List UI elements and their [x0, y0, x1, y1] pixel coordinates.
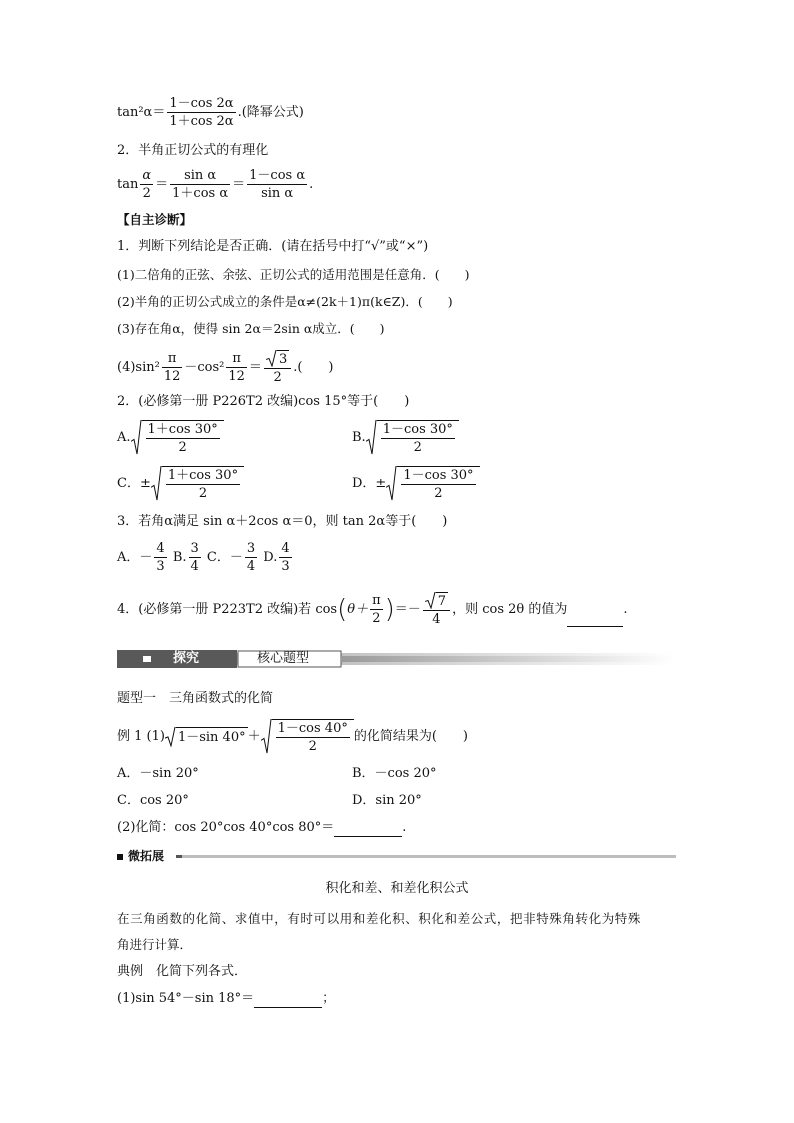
question-3-options — [117, 541, 294, 574]
radicand: 1－sin 40° — [176, 727, 248, 747]
sqrt-sign-icon — [261, 719, 354, 754]
typical-example-part-1: (1)sin 54°－sin 18°＝ ； — [117, 991, 336, 1006]
question-3-option-c[interactable] — [206, 541, 259, 574]
sqrt-sign-icon — [366, 420, 459, 455]
option-label: D. — [263, 550, 278, 565]
fraction — [247, 168, 307, 201]
fraction-denominator: 3 — [156, 559, 165, 574]
fraction — [166, 468, 240, 501]
question-4: 4．(必修第一册 P223T2 改编)若 cos(θ＋ $\frac{\pi}{2}$ )＝－ $\frac{7}{4}$ ，则 cos 2θ 的值为 . — [117, 593, 628, 627]
fraction — [154, 541, 166, 574]
fraction-numerator: 1－cos 40° — [277, 721, 348, 736]
option-label: C．± — [117, 476, 151, 491]
fraction-denominator: 3 — [281, 559, 290, 574]
example-1-part-2: (2)化简：cos 20°cos 40°cos 80°＝ . — [117, 820, 407, 835]
plus-sign: ＋ — [247, 729, 261, 744]
fraction-pi-12 — [226, 351, 247, 384]
fraction-numerator: 1－cos α — [249, 168, 306, 183]
fraction-denominator: 4 — [190, 559, 199, 574]
question-3-stem: 3．若角α满足 sin α＋2cos α＝0，则 tan 2α等于( ) — [117, 514, 448, 529]
option-label: D．± — [352, 476, 387, 491]
sqrt-sign-icon — [165, 727, 248, 747]
fraction-denominator: 2 — [198, 486, 208, 501]
text: (4)sin² — [117, 360, 160, 375]
fraction-denominator: 2 — [178, 440, 187, 455]
text: θ＋ — [347, 602, 369, 617]
question-1-item-1: (1)二倍角的正弦、余弦、正切公式的适用范围是任意角．( ) — [117, 267, 470, 282]
fraction-numerator: 4 — [281, 541, 290, 556]
radicand: 3 — [278, 352, 288, 367]
question-3-option-a[interactable] — [117, 541, 169, 574]
fraction-denominator: 4 — [432, 612, 441, 627]
question-2-option-b[interactable] — [352, 420, 459, 455]
fraction-denominator: 2 — [413, 440, 422, 455]
fraction-pi-2 — [370, 593, 383, 626]
option-label: A．－ — [117, 550, 153, 565]
fraction-numerator: sin α — [170, 168, 230, 185]
example-1-option-d[interactable]: D．sin 20° — [352, 793, 422, 808]
explore-label: 探究 — [173, 651, 200, 666]
fraction-sqrt3-2 — [264, 350, 291, 385]
option-label: B. — [352, 430, 366, 445]
fraction — [401, 468, 475, 501]
fraction-denominator: 1＋cos 2α — [169, 114, 234, 129]
option-label: B. — [172, 550, 187, 565]
answer-blank[interactable] — [334, 836, 402, 837]
fraction-denominator: 2 — [308, 739, 317, 754]
question-1-stem: 1．判断下列结论是否正确．(请在括号中打“√”或“×”) — [117, 239, 429, 254]
micro-extension-text-1: 在三角函数的化简、求值中，有时可以用和差化积、积化和差公式，把非特殊角转化为特殊 — [117, 911, 642, 926]
text: (1)sin 54°－sin 18°＝ — [117, 991, 255, 1006]
period: . — [309, 177, 314, 192]
fraction-denominator: 12 — [163, 369, 181, 384]
fraction — [381, 422, 455, 455]
fraction-numerator: α — [142, 168, 152, 183]
question-2-option-d[interactable] — [352, 466, 480, 501]
square-bullet-icon — [117, 854, 123, 860]
fraction-numerator: 3 — [190, 541, 199, 556]
fraction-numerator: 4 — [156, 541, 165, 556]
question-1-item-3: (3)存在角α，使得 sin 2α＝2sin α成立．( ) — [117, 321, 385, 336]
fraction-sqrt7-4 — [423, 592, 450, 627]
text: 4．(必修第一册 P223T2 改编)若 cos — [117, 602, 338, 617]
sqrt-sign-icon — [151, 466, 244, 501]
fraction — [146, 422, 220, 455]
text: ，则 cos 2θ 的值为 — [452, 602, 568, 617]
fraction — [189, 541, 201, 574]
typical-example-title: 典例 化简下列各式． — [117, 964, 248, 979]
sqrt-sign-icon — [266, 350, 289, 367]
fraction-numerator: π — [162, 351, 183, 368]
formula-note: .(降幂公式) — [237, 105, 304, 120]
fraction-numerator: 3 — [246, 541, 256, 556]
option-label: C．－ — [206, 550, 243, 565]
equals-sign: ＝ — [232, 177, 246, 192]
type-1-title: 题型一 三角函数式的化简 — [117, 691, 274, 706]
formula-lhs: tan — [117, 177, 139, 192]
core-type-label: 核心题型 — [257, 651, 310, 666]
question-2-stem: 2．(必修第一册 P226T2 改编)cos 15°等于( ) — [117, 394, 410, 409]
section-2-title: 2．半角正切公式的有理化 — [117, 143, 269, 158]
example-1-part-1 — [117, 719, 468, 754]
right-paren: ) — [384, 594, 395, 625]
fraction-numerator: 1－cos 30° — [382, 422, 453, 437]
explore-header — [117, 650, 675, 668]
left-paren: ( — [337, 594, 348, 625]
fraction-denominator: 1＋cos α — [172, 186, 229, 201]
sqrt-sign-icon — [425, 592, 448, 609]
text: ＝－ — [394, 602, 421, 617]
fraction-numerator: 1－cos 30° — [403, 468, 474, 483]
fraction-numerator: 1＋cos 30° — [167, 468, 239, 483]
formula-lhs: tan²α＝ — [117, 105, 166, 120]
divider — [176, 855, 676, 858]
fraction — [279, 541, 291, 574]
formula-half-angle — [117, 168, 313, 201]
radicand: 7 — [437, 594, 447, 609]
sqrt-sign-icon — [131, 420, 224, 455]
option-label: A. — [117, 430, 131, 445]
fraction-denominator: 2 — [372, 611, 381, 626]
micro-extension-header — [117, 847, 164, 866]
fraction-alpha-over-2 — [140, 168, 153, 201]
text: 的化简结果为( ) — [353, 729, 469, 744]
question-2-option-c[interactable] — [117, 466, 244, 501]
example-1-option-a[interactable]: A．－sin 20° — [117, 766, 199, 781]
fraction-denominator: 12 — [228, 369, 245, 384]
text: －cos² — [184, 360, 225, 375]
example-1-option-c[interactable]: C．cos 20° — [117, 793, 189, 808]
square-bullet-icon — [143, 656, 151, 662]
answer-blank[interactable] — [254, 1007, 322, 1008]
fraction-denominator: 2 — [142, 186, 151, 201]
fraction-denominator: 2 — [273, 370, 282, 385]
fraction — [276, 721, 350, 754]
fraction — [167, 96, 235, 129]
fraction-numerator: π — [372, 593, 381, 608]
header-bar-graphic — [117, 650, 675, 668]
fraction-numerator: 1＋cos 30° — [147, 422, 218, 437]
fraction-denominator: 2 — [434, 486, 443, 501]
text: (2)化简：cos 20°cos 40°cos 80°＝ — [117, 820, 335, 835]
fraction-denominator: 4 — [246, 559, 256, 574]
fraction — [170, 168, 230, 201]
equals-sign: ＝ — [155, 177, 169, 192]
fraction-numerator: π — [226, 351, 247, 368]
text: 例 1 (1) — [117, 729, 165, 744]
sqrt-sign-icon — [386, 466, 479, 501]
micro-extension-text-2: 角进行计算． — [117, 937, 193, 952]
question-3-option-d[interactable] — [263, 541, 293, 574]
question-1-item-4 — [117, 350, 334, 385]
question-1-item-2: (2)半角的正切公式成立的条件是α≠(2k＋1)π(k∈Z)．( ) — [117, 294, 453, 309]
fraction-denominator: sin α — [261, 186, 294, 201]
question-2-option-a[interactable] — [117, 420, 224, 455]
micro-extension-title: 积化和差、和差化积公式 — [325, 881, 469, 896]
answer-blank[interactable] — [567, 626, 623, 627]
fraction-pi-12 — [162, 351, 183, 384]
equals-sign: ＝ — [248, 360, 262, 375]
text: .( ) — [293, 360, 334, 375]
self-diagnosis-title: 【自主诊断】 — [117, 212, 193, 227]
fraction-numerator: 1－cos 2α — [169, 96, 234, 111]
example-1-option-b[interactable]: B．－cos 20° — [352, 766, 437, 781]
question-3-option-b[interactable] — [172, 541, 203, 574]
formula-power-reduction — [117, 96, 304, 129]
fraction — [245, 541, 257, 574]
micro-extension-label: 微拓展 — [128, 849, 165, 863]
